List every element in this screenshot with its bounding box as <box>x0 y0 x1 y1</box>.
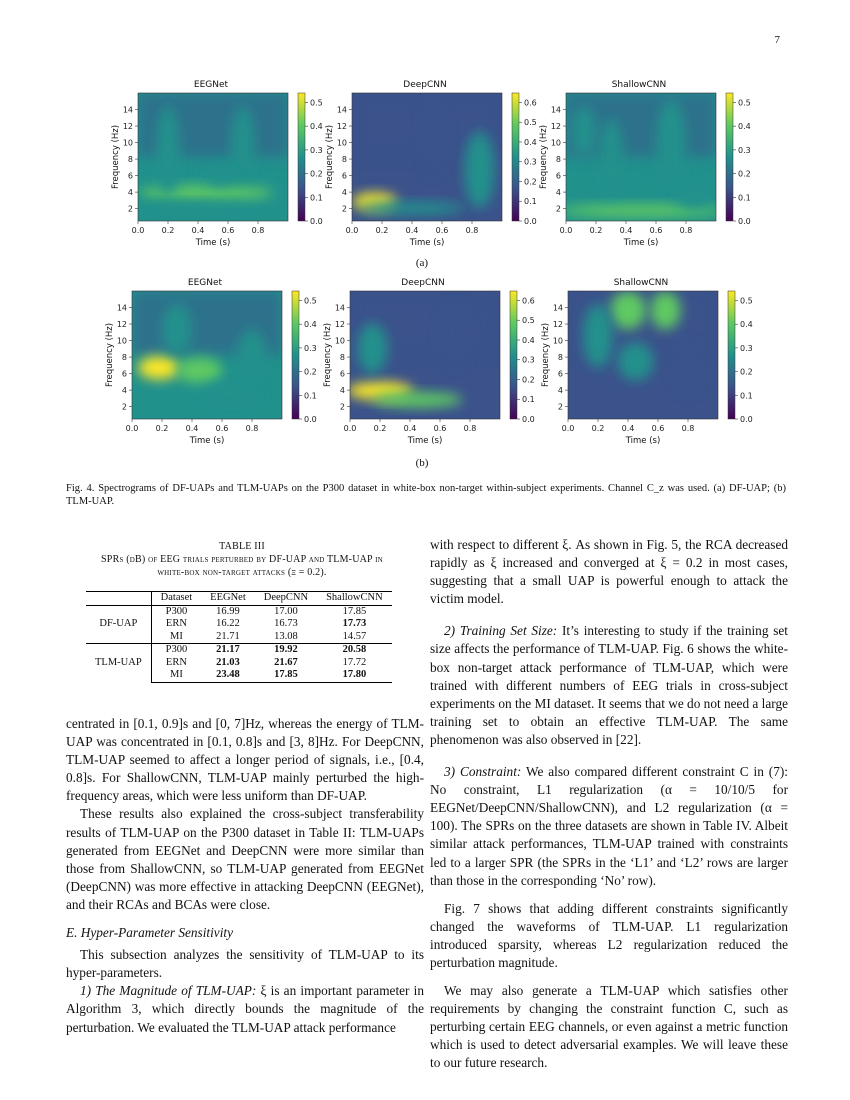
colorbar-tick-label: 0.4 <box>524 137 537 147</box>
x-tick-label: 0.4 <box>403 424 417 433</box>
table-cell: 17.80 <box>317 669 392 682</box>
x-tick-label: 0.8 <box>465 226 479 235</box>
colorbar-tick-label: 0.5 <box>740 296 753 306</box>
paragraph-body: It’s interesting to study if the training set size affects the performance of TLM-UAP. Fig. 6 shows the white-box non-target attack performance of TLM-UAP, which were trained with different numbers of EEG trials in cross-subject experiments on the MI dataset. It seems that we do not need a large training set to obtain an effective TLM-UAP. The same phenomenon was also observed in [22]. <box>430 623 788 747</box>
paragraph-body: We also compared different constraint C in (7): No constraint, L1 regularization (α = 10/10/5 for EEGNet/DeepCNN/ShallowCNN), and L2 regularization (α = 100). The SPRs on the three datasets are shown in Table IV. Albeit similar attack performances, TLM-UAP trained with constraints led to a larger SPR (the SPRs in the ‘L1’ and ‘L2’ rows are larger than those in the corresponding ‘No’ row). <box>430 764 788 888</box>
header-cell: EEGNet <box>201 592 255 606</box>
colorbar-tick-label: 0.6 <box>524 98 537 108</box>
spectrogram-df-uap-deepcnn <box>320 80 537 255</box>
table-title-line2: white-box non-target attacks (ξ = 0.2). <box>157 567 327 578</box>
header-cell: DeepCNN <box>255 592 317 606</box>
table-cell: ERN <box>165 618 187 629</box>
y-tick-label: 6 <box>555 171 561 181</box>
x-axis-label: Time (s) <box>625 436 661 446</box>
heatmap-energy-region <box>206 166 236 186</box>
x-axis-label: Time (s) <box>409 238 445 248</box>
table-number: TABLE III <box>219 541 265 552</box>
table-cell: 17.73 <box>342 618 367 629</box>
x-tick-label: 0.0 <box>131 226 145 235</box>
y-tick-label: 8 <box>341 155 347 165</box>
heatmap-energy-region <box>572 106 596 157</box>
x-tick-label: 0.2 <box>373 424 387 433</box>
heatmap-energy-region <box>599 119 623 196</box>
colorbar-tick-label: 0.2 <box>738 169 751 179</box>
colorbar-tick-label: 0.3 <box>310 145 323 155</box>
group-label: DF-UAP <box>86 605 151 644</box>
x-tick-label: 0.2 <box>589 226 603 235</box>
y-tick-label: 12 <box>336 122 347 132</box>
header-cell: Dataset <box>151 592 201 606</box>
colorbar-tick-label: 0.2 <box>524 177 537 187</box>
heatmap-energy-region <box>465 131 495 208</box>
y-tick-label: 10 <box>552 336 563 346</box>
table-cell: 13.08 <box>274 630 298 642</box>
table-cell: MI <box>151 669 201 682</box>
table-cell: 17.85 <box>342 605 367 617</box>
heatmap-energy-region <box>656 99 686 189</box>
y-tick-label: 10 <box>550 138 561 148</box>
colorbar-tick-label: 0.5 <box>310 98 323 108</box>
y-tick-label: 6 <box>557 369 563 379</box>
paragraph-heading: 3) Constraint: <box>444 764 522 780</box>
colorbar-tick-label: 0.4 <box>304 320 317 330</box>
x-tick-label: 0.8 <box>463 424 477 433</box>
colorbar-tick-label: 0.1 <box>524 197 537 207</box>
y-tick-label: 8 <box>339 353 345 363</box>
heatmap-energy-region <box>676 183 712 209</box>
table-cell: P300 <box>165 605 188 617</box>
table-cell: 16.73 <box>274 618 298 629</box>
colorbar-tick-label: 0.4 <box>738 122 751 132</box>
panel-title: ShallowCNN <box>613 278 669 288</box>
colorbar <box>298 93 305 221</box>
table-cell: 17.72 <box>342 656 367 668</box>
x-tick-label: 0.4 <box>405 226 419 235</box>
table-header-row <box>86 592 392 606</box>
heatmap-energy-region <box>360 202 465 215</box>
right-column <box>430 536 788 1073</box>
heatmap-energy-region <box>373 392 463 407</box>
paragraph: Fig. 7 shows that adding different constraints significantly changed the waveforms of TLM-UAP. L1 regularization introduced sparsity, whereas L2 regularization reduced the perturbation magnitude. <box>430 900 788 970</box>
y-tick-label: 2 <box>557 402 563 412</box>
heatmap-energy-region <box>358 323 388 374</box>
colorbar-tick-label: 0.0 <box>738 217 751 226</box>
y-tick-label: 4 <box>127 188 133 198</box>
x-tick-label: 0.8 <box>245 424 259 433</box>
table-title-line1: SPRs (dB) of EEG trials perturbed by DF-UAP and TLM-UAP in <box>101 554 383 565</box>
paragraph <box>430 622 788 749</box>
x-tick-label: 0.0 <box>345 226 359 235</box>
colorbar-tick-label: 0.4 <box>740 320 753 330</box>
table-row <box>86 605 392 618</box>
figure-caption: Fig. 4. Spectrograms of DF-UAPs and TLM-UAPs on the P300 dataset in white-box non-target within-subject experiments. Channel C_z was used. (a) DF-UAP; (b) TLM-UAP. <box>66 483 786 507</box>
colorbar-tick-label: 0.3 <box>738 145 751 155</box>
heatmap-energy-region <box>131 202 251 215</box>
paragraph: These results also explained the cross-subject transferability results of TLM-UAP on the P300 dataset in Table II: TLM-UAPs generated from EEGNet and DeepCNN were more similar than those from ShallowCNN, so TLM-UAP generated from EEGNet (DeepCNN) was more effective in attacking DeepCNN (EEGNet), and their RCAs and BCAs were close. <box>66 806 424 912</box>
colorbar-tick-label: 0.5 <box>522 316 535 326</box>
heatmap-energy-region <box>177 358 222 384</box>
x-tick-label: 0.2 <box>375 226 389 235</box>
x-tick-label: 0.6 <box>651 424 665 433</box>
panel-title: ShallowCNN <box>611 80 667 90</box>
colorbar-tick-label: 0.1 <box>738 193 751 203</box>
colorbar-tick-label: 0.0 <box>524 217 537 226</box>
x-tick-label: 0.2 <box>155 424 169 433</box>
y-tick-label: 10 <box>336 138 347 148</box>
y-tick-label: 10 <box>334 336 345 346</box>
y-axis-label: Frequency (Hz) <box>323 322 333 388</box>
spectrogram-plot <box>536 278 753 453</box>
y-tick-label: 2 <box>121 402 127 412</box>
y-tick-label: 4 <box>555 188 561 198</box>
header-cell <box>86 592 151 606</box>
heatmap-energy-region <box>651 291 681 329</box>
y-axis-label: Frequency (Hz) <box>541 322 551 388</box>
x-axis-label: Time (s) <box>195 238 231 248</box>
y-tick-label: 2 <box>555 204 561 214</box>
spectrogram-plot <box>320 80 537 255</box>
y-tick-label: 14 <box>550 105 561 115</box>
y-tick-label: 12 <box>122 122 133 132</box>
heatmap-energy-region <box>138 185 273 200</box>
panel-title: EEGNet <box>193 80 229 90</box>
paragraph-heading: 2) Training Set Size: <box>444 623 558 639</box>
colorbar-tick-label: 0.6 <box>522 296 535 306</box>
spectrogram-plot <box>100 278 317 453</box>
colorbar-tick-label: 0.2 <box>304 367 317 377</box>
colorbar-tick-label: 0.3 <box>304 343 317 353</box>
x-axis-label: Time (s) <box>623 238 659 248</box>
x-tick-label: 0.6 <box>215 424 229 433</box>
y-tick-label: 2 <box>341 204 347 214</box>
paragraph <box>66 982 424 1036</box>
heatmap-energy-region <box>673 342 703 393</box>
heatmap-energy-region <box>610 291 646 329</box>
table-cell: 19.92 <box>255 644 317 657</box>
colorbar <box>292 291 299 419</box>
table-caption <box>56 540 428 579</box>
paragraph: with respect to different ξ. As shown in Fig. 5, the RCA decreased rapidly as ξ increased and converged at ξ = 0.2 in most cases, suggesting that a small UAP is powerful enough to attack the victim model. <box>430 537 788 607</box>
colorbar-tick-label: 0.5 <box>304 296 317 306</box>
y-tick-label: 14 <box>116 303 127 313</box>
y-tick-label: 8 <box>555 155 561 165</box>
colorbar-tick-label: 0.1 <box>310 193 323 203</box>
group-label: TLM-UAP <box>86 644 151 683</box>
y-axis-label: Frequency (Hz) <box>111 124 121 190</box>
y-tick-label: 12 <box>116 320 127 330</box>
y-axis-label: Frequency (Hz) <box>539 124 549 190</box>
spectrogram-tlm-uap-eegnet <box>100 278 317 453</box>
colorbar <box>510 291 517 419</box>
y-tick-label: 14 <box>122 105 133 115</box>
heatmap-energy-region <box>162 304 192 355</box>
table-cell: 23.48 <box>201 669 255 682</box>
colorbar-tick-label: 0.1 <box>740 391 753 401</box>
paragraph-heading: 1) The Magnitude of TLM-UAP: <box>80 983 257 999</box>
subfigure-label-b: (b) <box>415 457 429 469</box>
y-axis-label: Frequency (Hz) <box>105 322 115 388</box>
table-cell: 16.99 <box>216 605 240 617</box>
panel-title: DeepCNN <box>403 80 447 90</box>
x-tick-label: 0.2 <box>161 226 175 235</box>
table-cell: 17.85 <box>255 669 317 682</box>
colorbar-tick-label: 0.4 <box>310 122 323 132</box>
colorbar <box>512 93 519 221</box>
x-tick-label: 0.4 <box>619 226 633 235</box>
x-axis-label: Time (s) <box>407 436 443 446</box>
y-tick-label: 8 <box>127 155 133 165</box>
paragraph: We may also generate a TLM-UAP which satisfies other requirements by changing the constraint function C, such as perturbing certain EEG channels, or even against a metric function which is used to detect adversarial examples. We will leave these to our future research. <box>430 983 788 1071</box>
left-column <box>66 715 424 1037</box>
table-cell: ERN <box>165 656 187 668</box>
colorbar-tick-label: 0.3 <box>522 355 535 365</box>
x-tick-label: 0.8 <box>681 424 695 433</box>
colorbar-tick-label: 0.1 <box>522 395 535 405</box>
spr-table <box>86 591 392 683</box>
x-tick-label: 0.4 <box>621 424 635 433</box>
spectrogram-plot <box>106 80 323 255</box>
heatmap-energy-region <box>156 106 180 196</box>
heatmap-energy-region <box>231 106 255 183</box>
colorbar-tick-label: 0.3 <box>524 157 537 167</box>
table-cell: 17.00 <box>274 605 298 617</box>
y-tick-label: 10 <box>116 336 127 346</box>
y-tick-label: 8 <box>557 353 563 363</box>
colorbar-tick-label: 0.0 <box>304 415 317 424</box>
x-tick-label: 0.0 <box>561 424 575 433</box>
x-tick-label: 0.6 <box>649 226 663 235</box>
colorbar <box>728 291 735 419</box>
y-tick-label: 4 <box>341 188 347 198</box>
panel-title: EEGNet <box>187 278 223 288</box>
x-tick-label: 0.4 <box>191 226 205 235</box>
x-tick-label: 0.8 <box>679 226 693 235</box>
x-tick-label: 0.6 <box>433 424 447 433</box>
x-tick-label: 0.2 <box>591 424 605 433</box>
colorbar-tick-label: 0.2 <box>522 375 535 385</box>
heatmap-energy-region <box>237 329 267 380</box>
heatmap-energy-region <box>583 304 613 368</box>
y-tick-label: 2 <box>127 204 133 214</box>
y-tick-label: 12 <box>550 122 561 132</box>
colorbar-tick-label: 0.2 <box>310 169 323 179</box>
y-tick-label: 8 <box>121 353 127 363</box>
y-tick-label: 14 <box>334 303 345 313</box>
x-axis-label: Time (s) <box>189 436 225 446</box>
y-axis-label: Frequency (Hz) <box>325 124 335 190</box>
table-row <box>86 644 392 657</box>
colorbar-tick-label: 0.0 <box>310 217 323 226</box>
table-cell: 16.22 <box>216 618 240 629</box>
table-cell: 21.67 <box>274 656 298 668</box>
paragraph: centrated in [0.1, 0.9]s and [0, 7]Hz, whereas the energy of TLM-UAP was concentrated in [0.1, 0.8]s and [3, 8]Hz. For DeepCNN, TLM-UAP seemed to affect a longer period of signals, i.e., [0.4, 0.8]s. For ShallowCNN, TLM-UAP mainly perturbed the high-frequency areas, which were less uniform than DF-UAP. <box>66 716 424 804</box>
table-cell: 21.03 <box>216 656 240 668</box>
spectrogram-df-uap-shallowcnn <box>534 80 751 255</box>
x-tick-label: 0.4 <box>185 424 199 433</box>
colorbar-tick-label: 0.0 <box>522 415 535 424</box>
heatmap-energy-region <box>618 342 654 380</box>
header-cell: ShallowCNN <box>317 592 392 606</box>
x-tick-label: 0.6 <box>221 226 235 235</box>
y-tick-label: 12 <box>552 320 563 330</box>
x-tick-label: 0.6 <box>435 226 449 235</box>
y-tick-label: 6 <box>339 369 345 379</box>
x-tick-label: 0.0 <box>125 424 139 433</box>
colorbar-tick-label: 0.0 <box>740 415 753 424</box>
x-tick-label: 0.0 <box>343 424 357 433</box>
page-number: 7 <box>774 34 780 46</box>
paragraph <box>430 763 788 890</box>
y-tick-label: 14 <box>336 105 347 115</box>
y-tick-label: 14 <box>552 303 563 313</box>
y-tick-label: 6 <box>127 171 133 181</box>
y-tick-label: 10 <box>122 138 133 148</box>
heatmap-energy-region <box>138 356 180 379</box>
spectrogram-df-uap-eegnet <box>106 80 323 255</box>
heatmap-energy-region <box>200 383 260 403</box>
colorbar-tick-label: 0.5 <box>738 98 751 108</box>
table-cell: P300 <box>151 644 201 657</box>
x-tick-label: 0.8 <box>251 226 265 235</box>
y-tick-label: 6 <box>121 369 127 379</box>
paragraph-body: ξ is an important parameter in Algorithm 3, which directly bounds the magnitude of the perturbation. We evaluated the TLM-UAP attack performance <box>66 983 424 1035</box>
section-heading: E. Hyper-Parameter Sensitivity <box>66 925 234 941</box>
y-tick-label: 4 <box>121 386 127 396</box>
paragraph: This subsection analyzes the sensitivity of TLM-UAP to its hyper-parameters. <box>66 947 424 981</box>
spectrogram-tlm-uap-deepcnn <box>318 278 535 453</box>
colorbar-tick-label: 0.2 <box>740 367 753 377</box>
colorbar <box>726 93 733 221</box>
table-cell: 20.58 <box>317 644 392 657</box>
table-cell: 21.17 <box>201 644 255 657</box>
panel-title: DeepCNN <box>401 278 445 288</box>
heatmap-energy-region <box>423 99 447 176</box>
y-tick-label: 12 <box>334 320 345 330</box>
spectrogram-tlm-uap-shallowcnn <box>536 278 753 453</box>
colorbar-tick-label: 0.5 <box>524 118 537 128</box>
spectrogram-plot <box>318 278 535 453</box>
table-cell: MI <box>170 630 183 642</box>
colorbar-tick-label: 0.4 <box>522 335 535 345</box>
y-tick-label: 2 <box>339 402 345 412</box>
table-cell: 21.71 <box>216 630 240 642</box>
x-tick-label: 0.0 <box>559 226 573 235</box>
heatmap-energy-region <box>440 304 470 368</box>
table-cell: 14.57 <box>342 630 367 642</box>
colorbar-tick-label: 0.3 <box>740 343 753 353</box>
y-tick-label: 4 <box>557 386 563 396</box>
subfigure-label-a: (a) <box>415 257 429 269</box>
y-tick-label: 4 <box>339 386 345 396</box>
spectrogram-plot <box>534 80 751 255</box>
y-tick-label: 6 <box>341 171 347 181</box>
colorbar-tick-label: 0.1 <box>304 391 317 401</box>
